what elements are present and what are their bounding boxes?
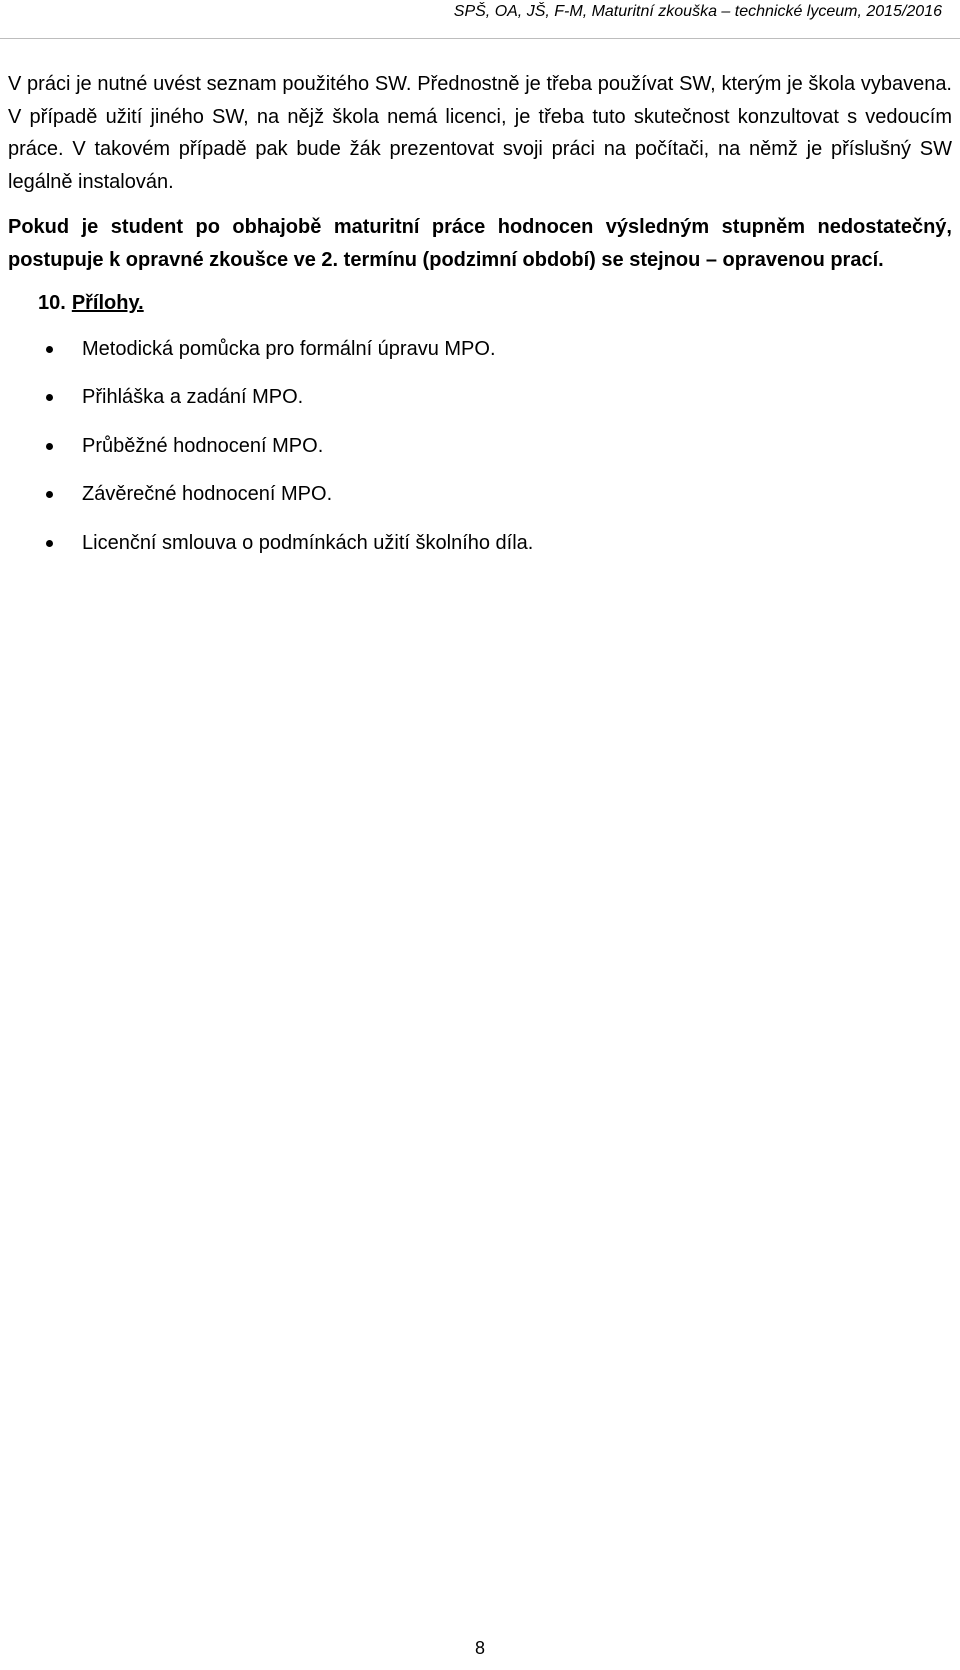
bullet-icon xyxy=(46,394,53,401)
attachment-label: Průběžné hodnocení MPO. xyxy=(82,434,324,457)
paragraph-retake: Pokud je student po obhajobě maturitní práce hodnocen výsledným stupněm nedostatečný, postupuje k opravné zkoušce ve 2. termínu (podzimní období) se stejnou – opravenou prací. xyxy=(8,216,952,271)
document-body xyxy=(8,68,952,575)
attachment-label: Závěrečné hodnocení MPO. xyxy=(82,483,333,505)
attachments-list xyxy=(8,333,952,560)
section-heading-attachments xyxy=(38,287,952,320)
bullet-icon xyxy=(46,491,53,498)
attachment-label: Přihláška a zadání MPO. xyxy=(82,386,304,408)
list-item xyxy=(8,527,952,560)
bullet-icon xyxy=(46,540,53,547)
header-divider xyxy=(0,38,960,39)
paragraph-software: V práci je nutné uvést seznam použitého SW. Přednostně je třeba používat SW, kterým je škola vybavena. V případě užití jiného SW, na nějž škola nemá licenci, je třeba tuto skutečnost konzultovat s vedoucím práce. V takovém případě pak bude žák prezentovat svoji práci na počítači, na němž je příslušný SW legálně instalován. xyxy=(8,73,952,193)
list-item xyxy=(8,333,952,366)
list-item xyxy=(8,478,952,511)
bullet-icon xyxy=(46,443,53,450)
attachment-label: Licenční smlouva o podmínkách užití školního díla. xyxy=(82,531,534,554)
page-number: 8 xyxy=(474,1638,485,1658)
list-item xyxy=(8,430,952,463)
section-number: 10. xyxy=(38,292,66,314)
section-title: Přílohy. xyxy=(71,292,144,314)
header-title: SPŠ, OA, JŠ, F-M, Maturitní zkouška – technické lyceum, 2015/2016 xyxy=(453,3,942,20)
attachment-label: Metodická pomůcka pro formální úpravu MPO. xyxy=(82,337,496,360)
page-header xyxy=(0,0,960,43)
list-item xyxy=(8,381,952,414)
bullet-icon xyxy=(46,346,53,353)
